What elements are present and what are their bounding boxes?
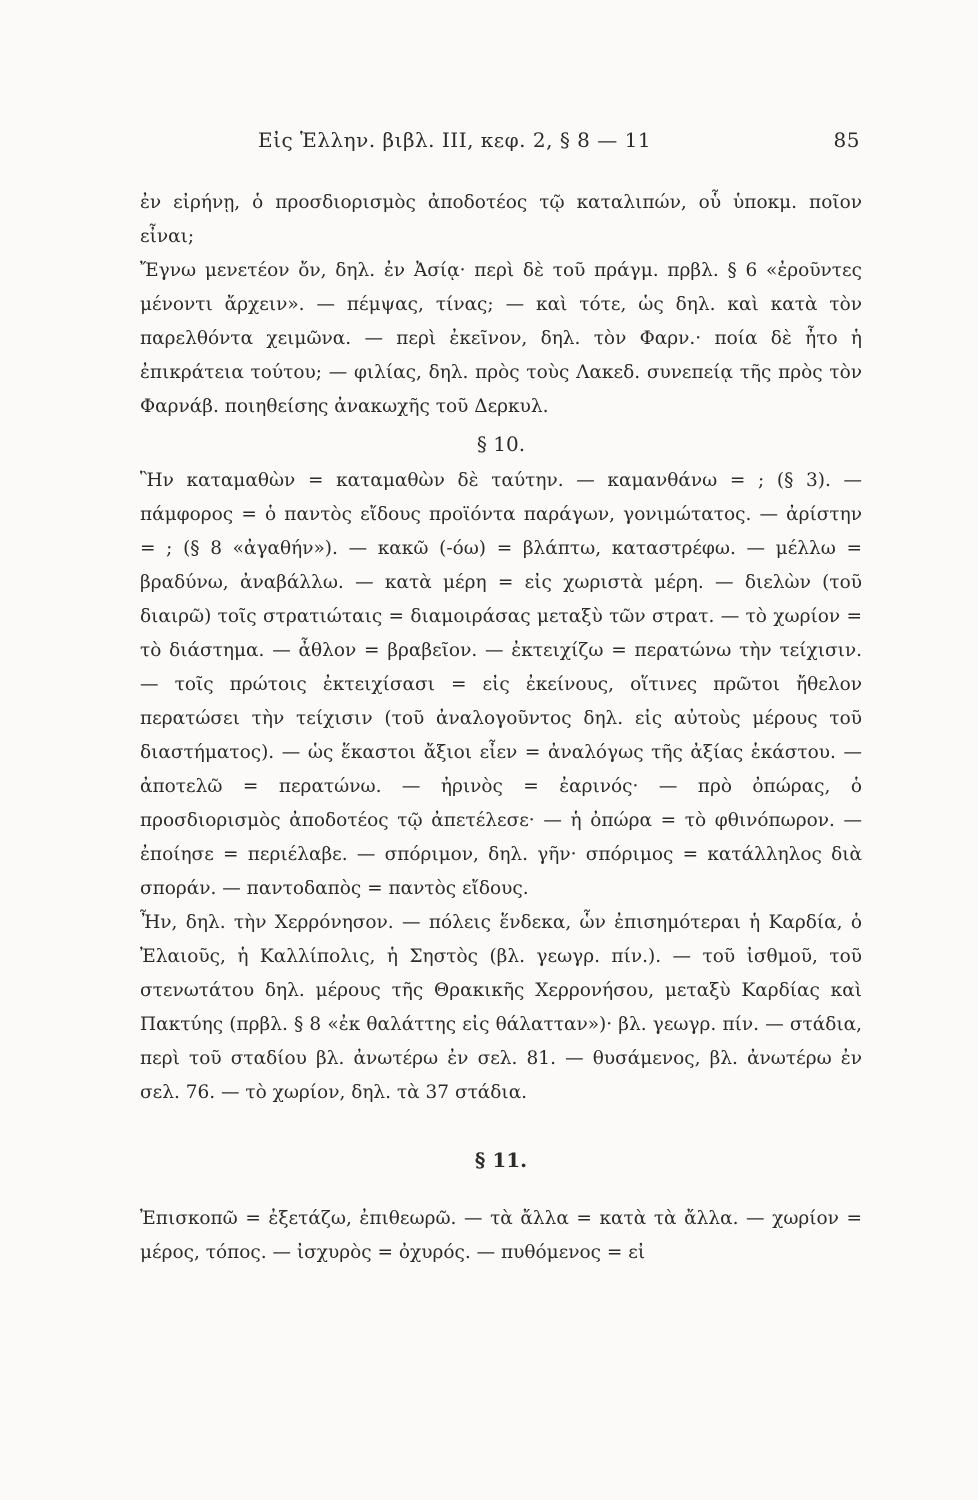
running-head — [258, 128, 860, 158]
page-number: 85 — [833, 128, 860, 152]
section-heading-11: § 11. — [474, 1148, 528, 1172]
section-heading-10: § 10. — [476, 432, 526, 456]
commentary-paragraph: Ἣν καταμαθὼν = καταμαθὼν δὲ ταύτην. — καμανθάνω = ; (§ 3). — πάμφορος = ὁ παντὸς εἴδους προϊόντα παράγων, γονιμώτατος. — ἀρίστην = ; (§ 8 «ἀγαθήν»). — κακῶ (-όω) = βλάπτω, καταστρέφω. — μέλλω = βραδύνω, ἀναβάλλω. — κατὰ μέρη = εἰς χωριστὰ μέρη. — διελὼν (τοῦ διαιρῶ) τοῖς στρατιώταις = διαμοιράσας μεταξὺ τῶν στρατ. — τὸ χωρίον = τὸ διάστημα. — ἆθλον = βραβεῖον. — ἐκτειχίζω = περατώνω τὴν τείχισιν. — τοῖς πρώτοις ἐκτειχίσασι = εἰς ἐκείνους, οἵτινες πρῶτοι ἤθελον περατώσει τὴν τείχισιν (τοῦ ἀναλογοῦντος δηλ. εἰς αὐτοὺς μέρους τοῦ διαστήματος). — ὡς ἕκαστοι ἄξιοι εἶεν = ἀναλόγως τῆς ἀξίας ἑκάστου. — ἀποτελῶ = περατώνω. — ἠρινὸς = ἐαρινός· — πρὸ ὀπώρας, ὁ προσδιορισμὸς ἀποδοτέος τῷ ἀπετέλεσε· — ἡ ὀπώρα = τὸ φθινόπωρον. — ἐποίησε = περιέλαβε. — σπόριμον, δηλ. γῆν· σπόριμος = κατάλληλος διὰ σποράν. — παντοδαπὸς = παντὸς εἴδους. — [140, 470, 862, 899]
commentary-paragraph: Ἐπισκοπῶ = ἐξετάζω, ἐπιθεωρῶ. — τὰ ἄλλα = κατὰ τὰ ἄλλα. — χωρίον = μέρος, τόπος. — ἰσχυρὸς = ὀχυρός. — πυθόμενος = εἰ — [140, 1208, 862, 1263]
commentary-paragraph: Ἦν, δηλ. τὴν Χερρόνησον. — πόλεις ἕνδεκα, ὧν ἐπισημότεραι ἡ Καρδία, ὁ Ἐλαιοῦς, ἡ Καλλίπολις, ἡ Σηστὸς (βλ. γεωγρ. πίν.). — τοῦ ἰσθμοῦ, τοῦ στενωτάτου δηλ. μέρους τῆς Θρακικῆς Χερρονήσου, μεταξὺ Καρδίας καὶ Πακτύης (πρβλ. § 8 «ἐκ θαλάττης εἰς θάλατταν»)· βλ. γεωγρ. πίν. — στάδια, περὶ τοῦ σταδίου βλ. ἀνωτέρω ἐν σελ. 81. — θυσάμενος, βλ. ἀνωτέρω ἐν σελ. 76. — τὸ χωρίον, δηλ. τὰ 37 στάδια. — [140, 912, 862, 1103]
commentary-body — [140, 186, 862, 1270]
commentary-paragraph: Ἔγνω μενετέον ὄν, δηλ. ἐν Ἀσίᾳ· περὶ δὲ τοῦ πράγμ. πρβλ. § 6 «ἐροῦντες μένοντι ἄρχειν». — πέμψας, τίνας; — καὶ τότε, ὡς δηλ. καὶ κατὰ τὸν παρελθόντα χειμῶνα. — περὶ ἐκεῖνον, δηλ. τὸν Φαρν.· ποία δὲ ἦτο ἡ ἐπικράτεια τούτου; — φιλίας, δηλ. πρὸς τοὺς Λακεδ. συνεπείᾳ τῆς πρὸς τὸν Φαρνάβ. ποιηθείσης ἀνακωχῆς τοῦ Δερκυλ. — [140, 260, 862, 417]
commentary-paragraph: ἐν εἰρήνῃ, ὁ προσδιορισμὸς ἀποδοτέος τῷ καταλιπών, οὗ ὑποκμ. ποῖον εἶναι; — [140, 192, 862, 247]
running-head-title: Εἰς Ἑλλην. βιβλ. ΙΙΙ, κεφ. 2, § 8 — 11 — [258, 128, 652, 152]
